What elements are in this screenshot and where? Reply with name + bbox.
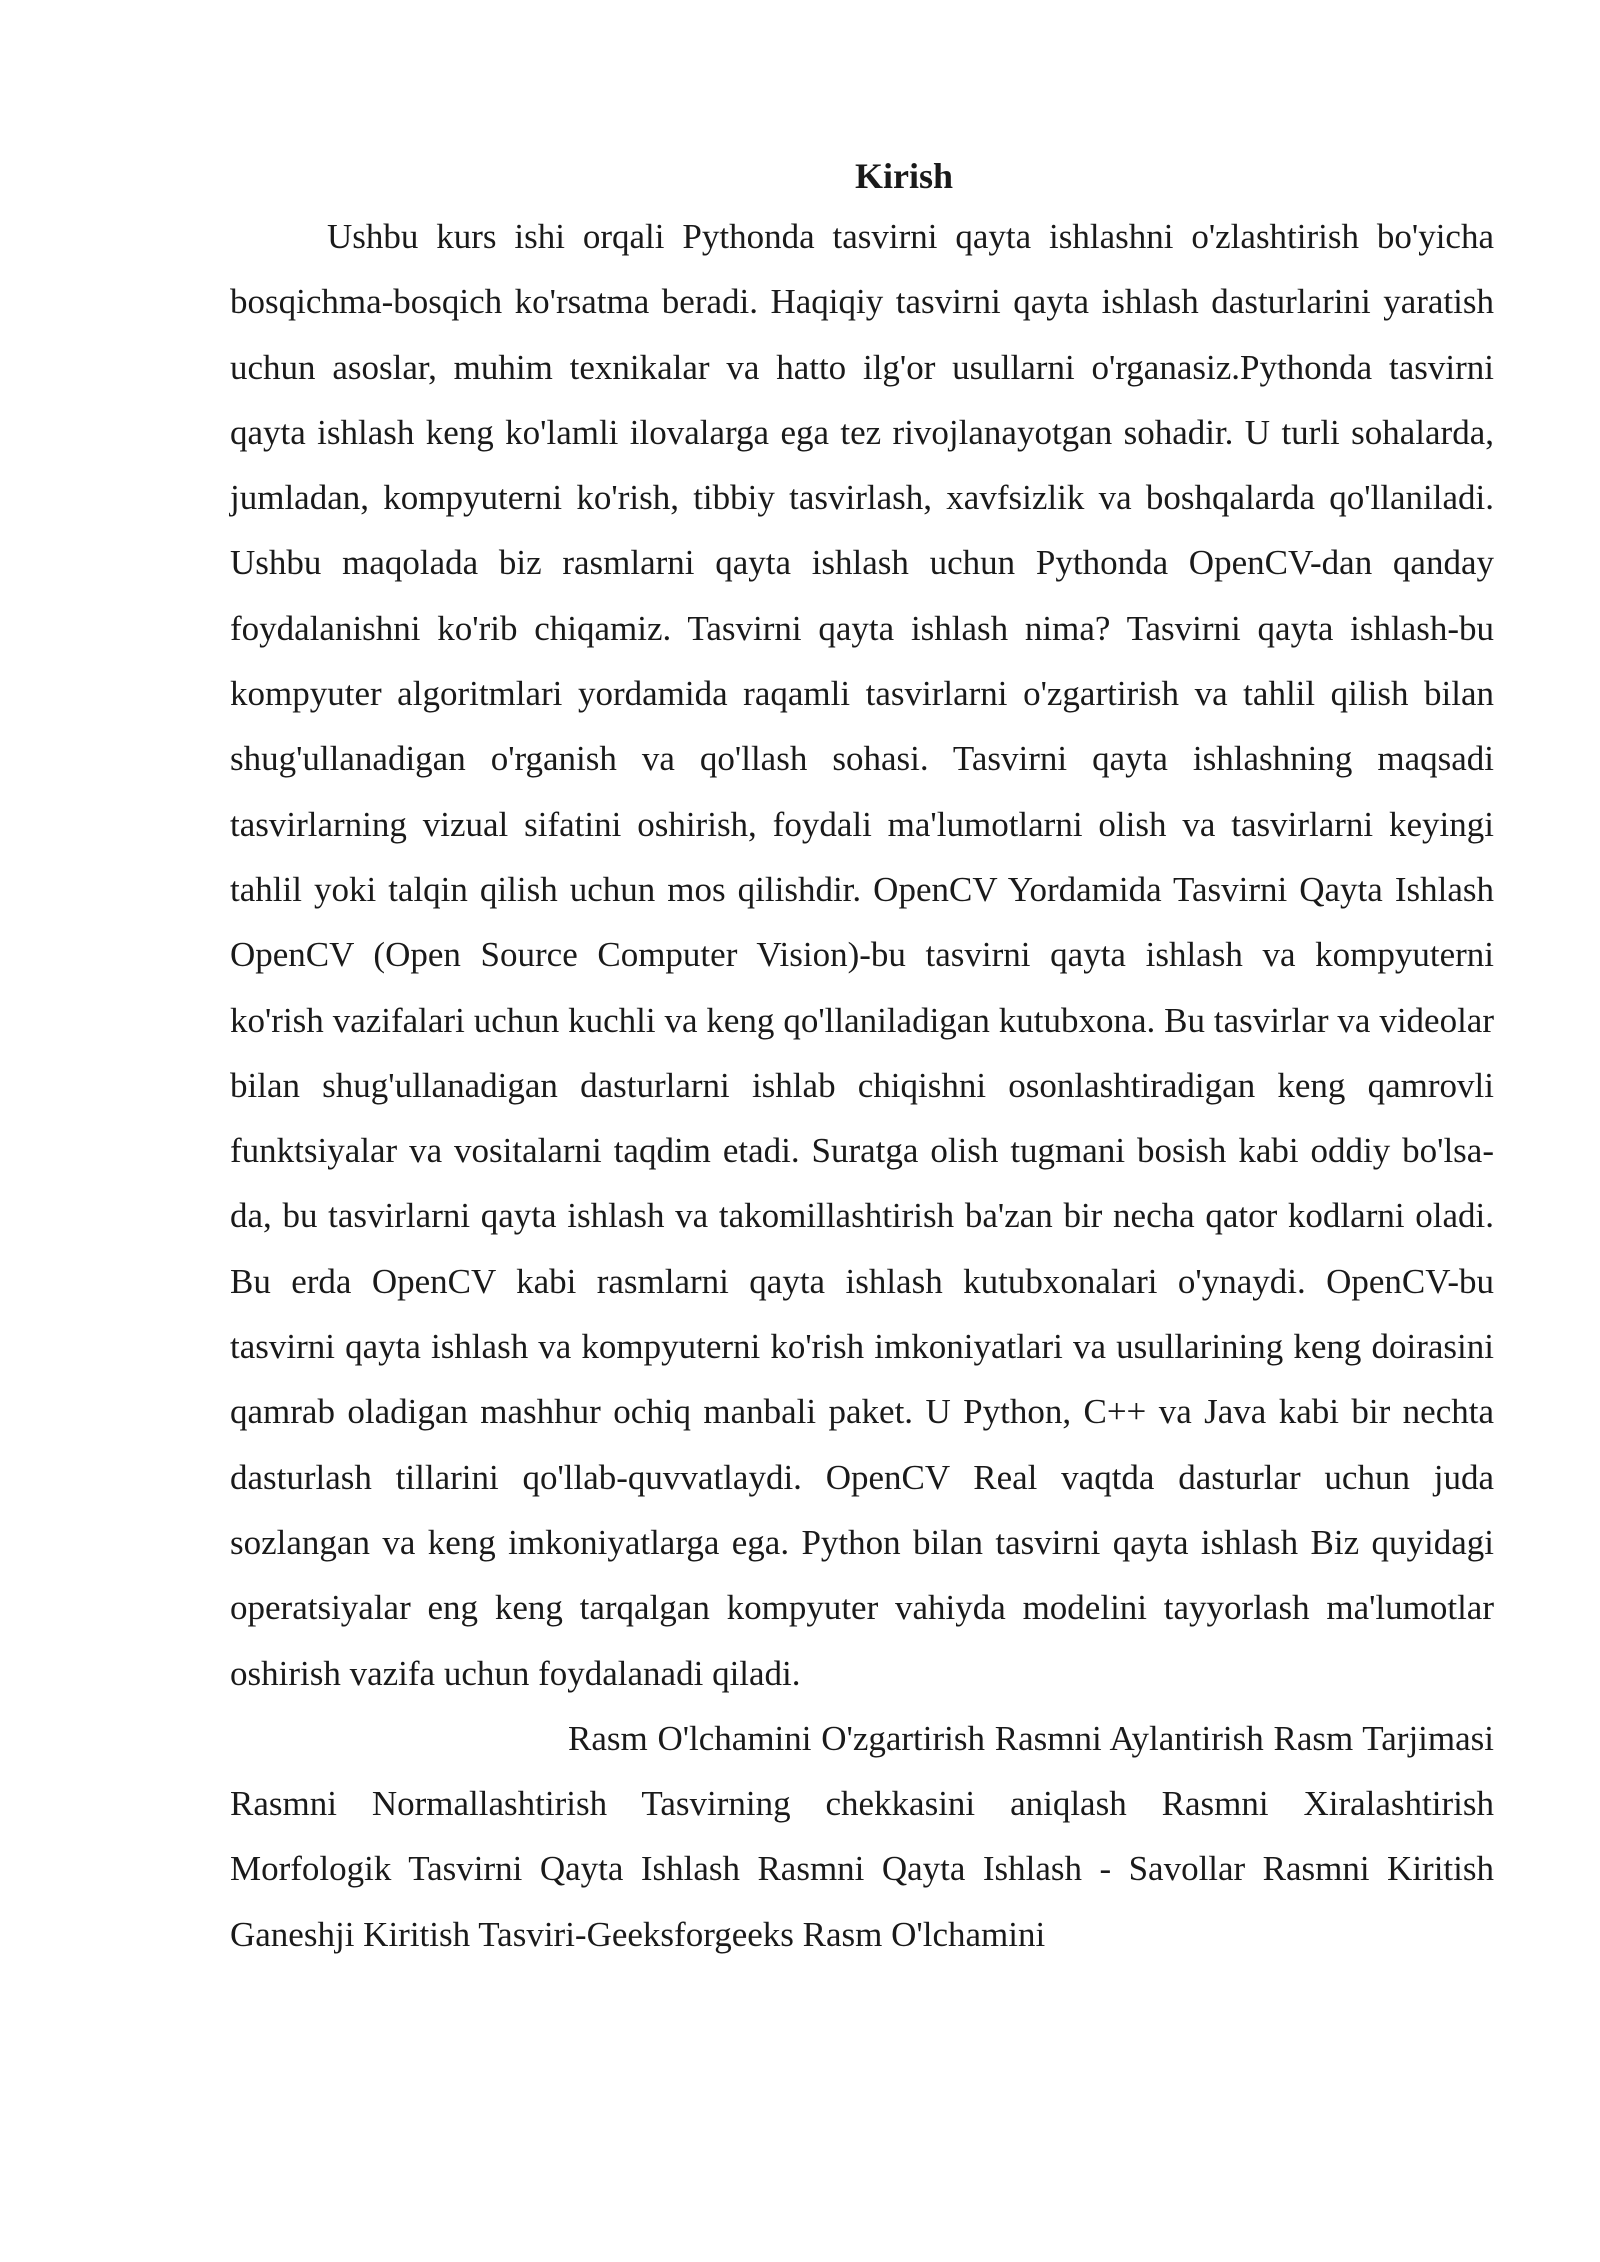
body-paragraph: Rasm O'lchamini O'zgartirish Rasmni Aylantirish Rasm Tarjimasi Rasmni Normallashtirish Tasvirning chekkasini aniqlash Rasmni Xiralashtirish Morfologik Tasvirni Qayta Ishlash Rasmni Qayta Ishlash - Savollar Rasmni Kiritish Ganeshji Kiritish Tasviri-Geeksforgeeks Rasm O'lchamini (230, 1718, 1494, 1954)
document-body (230, 148, 1494, 1967)
page-title: Kirish (854, 156, 953, 196)
body-paragraph: Ushbu kurs ishi orqali Pythonda tasvirni qayta ishlashni o'zlashtirish bo'yicha bosqichma-bosqich ko'rsatma beradi. Haqiqiy tasvirni qayta ishlash dasturlarini yaratish uchun asoslar, muhim texnikalar va hatto ilg'or usullarni o'rganasiz.Pythonda tasvirni qayta ishlash keng ko'lamli ilovalarga ega tez rivojlanayotgan sohadir. U turli sohalarda, jumladan, kompyuterni ko'rish, tibbiy tasvirlash, xavfsizlik va boshqalarda qo'llaniladi. Ushbu maqolada biz rasmlarni qayta ishlash uchun Pythonda OpenCV-dan qanday foydalanishni ko'rib chiqamiz. Tasvirni qayta ishlash nima? Tasvirni qayta ishlash-bu kompyuter algoritmlari yordamida raqamli tasvirlarni o'zgartirish va tahlil qilish bilan shug'ullanadigan o'rganish va qo'llash sohasi. Tasvirni qayta ishlashning maqsadi tasvirlarning vizual sifatini oshirish, foydali ma'lumotlarni olish va tasvirlarni keyingi tahlil yoki talqin qilish uchun mos qilishdir. OpenCV Yordamida Tasvirni Qayta Ishlash OpenCV (Open Source Computer Vision)-bu tasvirni qayta ishlash va kompyuterni ko'rish vazifalari uchun kuchli va keng qo'llaniladigan kutubxona. Bu tasvirlar va videolar bilan shug'ullanadigan dasturlarni ishlab chiqishni osonlashtiradigan keng qamrovli funktsiyalar va vositalarni taqdim etadi. Suratga olish tugmani bosish kabi oddiy bo'lsa-da, bu tasvirlarni qayta ishlash va takomillashtirish ba'zan bir necha qator kodlarni oladi. Bu erda OpenCV kabi rasmlarni qayta ishlash kutubxonalari o'ynaydi. OpenCV-bu tasvirni qayta ishlash va kompyuterni ko'rish imkoniyatlari va usullarining keng doirasini qamrab oladigan mashhur ochiq manbali paket. U Python, C++ va Java kabi bir nechta dasturlash tillarini qo'llab-quvvatlaydi. OpenCV Real vaqtda dasturlar uchun juda sozlangan va keng imkoniyatlarga ega. Python bilan tasvirni qayta ishlash Biz quyidagi operatsiyalar eng keng tarqalgan kompyuter vahiyda modelini tayyorlash ma'lumotlar oshirish vazifa uchun foydalanadi qiladi. (230, 217, 1494, 1693)
